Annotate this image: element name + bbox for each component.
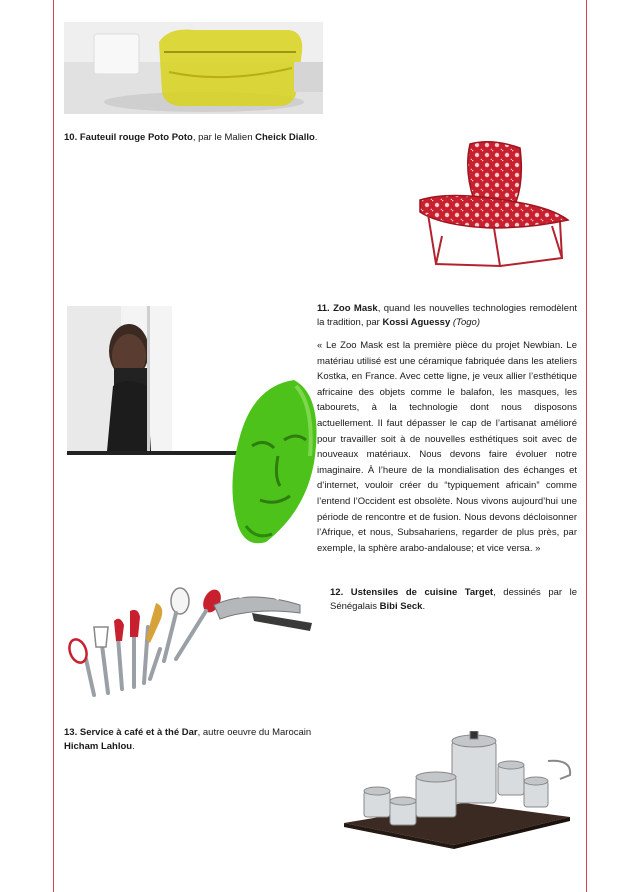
caption-12-number: 12. <box>330 587 344 598</box>
caption-10-title: Fauteuil rouge Poto Poto <box>79 132 193 143</box>
caption-11-number: 11. <box>317 303 330 314</box>
caption-10 <box>64 131 394 145</box>
caption-10-number: 10. <box>64 132 78 143</box>
right-margin-rule <box>586 0 587 892</box>
caption-11-title: Zoo Mask <box>333 303 378 314</box>
caption-12 <box>330 586 577 614</box>
caption-10-text: , par le Malien <box>192 132 256 143</box>
kitchen-utensils-photo <box>64 587 324 702</box>
tea-set-photo <box>334 731 574 851</box>
designer-portrait-photo <box>67 306 172 451</box>
caption-12-text: , dessinés par le Sénégalais <box>330 587 578 612</box>
caption-10-author: Cheick Diallo <box>255 132 315 143</box>
caption-12-author: Bibi Seck <box>379 601 423 612</box>
caption-11-origin: (Togo) <box>452 317 480 328</box>
caption-11-text: , quand les nouvelles technologies remodèlent la tradition, par <box>317 303 577 328</box>
caption-13-title: Service à café et à thé Dar <box>79 727 198 738</box>
caption-11 <box>317 302 577 330</box>
caption-13-end: . <box>132 741 135 752</box>
bathtub-photo <box>64 22 323 114</box>
caption-13-number: 13. <box>64 727 78 738</box>
caption-13 <box>64 726 334 754</box>
caption-10-end: . <box>314 132 318 143</box>
caption-11-author: Kossi Aguessy <box>382 317 451 328</box>
caption-12-end: . <box>422 601 426 612</box>
caption-12-title: Ustensiles de cuisine Target <box>350 587 494 598</box>
zoo-mask-photo <box>226 376 320 546</box>
red-chair-photo <box>412 140 572 270</box>
caption-13-text: , autre oeuvre du Marocain <box>197 727 312 738</box>
caption-13-author: Hicham Lahlou <box>64 741 133 752</box>
left-margin-rule <box>53 0 54 892</box>
caption-11-quote: « Le Zoo Mask est la première pièce du projet Newbian. Le matériau utilisé est une céramique fabriquée dans les ateliers Kostka, en France. Avec cette ligne, je veux allier l’esthétique africaine des objets comme le balafon, les masques, les tabourets, à la technologie dont nous disposons actuellement. Il faut dépasser le cap de l’artisanat amélioré pour travailler soit à de nouvelles esthétiques soit avec de nouveaux matériaux. Nous devons faire évoluer notre imaginaire. À l’heure de la mondialisation des échanges et d’internet, vouloir créer du “typiquement africain” comme l’entend l’Occident est obsolète. Nous vivons aujourd’hui une période de rencontre et de fusion. Nous devons décloisonner l’Afrique, et nous, Subsahariens, regarder de plus près, par exemple, la sphère arabo-andalouse; et vice versa. » <box>317 340 577 554</box>
